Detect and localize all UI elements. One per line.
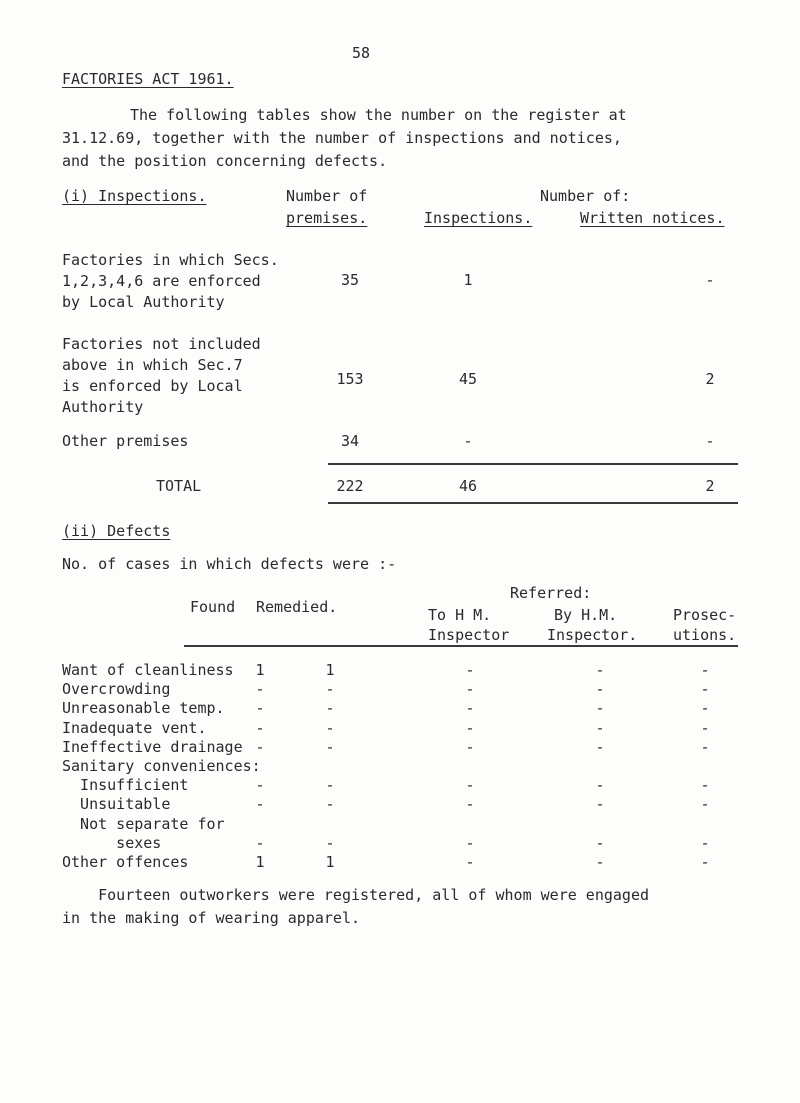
to-hm-cell: - <box>465 795 475 814</box>
prosecutions-cell: - <box>700 680 710 699</box>
found-cell: - <box>255 833 265 852</box>
table-row-label: Want of cleanliness <box>62 661 234 679</box>
by-hm-cell: - <box>595 737 605 756</box>
prosecutions-header: Prosec- <box>673 606 737 624</box>
total-notices: 2 <box>705 477 715 495</box>
premises-header-line: premises. <box>286 209 368 227</box>
found-cell: - <box>255 718 265 737</box>
page-heading: FACTORIES ACT 1961. <box>62 70 234 88</box>
table-row-label: Other premises <box>62 432 189 450</box>
remedied-cell: - <box>325 699 335 718</box>
defects-intro: No. of cases in which defects were :- <box>62 555 397 573</box>
by-hm-cell: - <box>595 718 605 737</box>
remedied-cell: - <box>325 776 335 795</box>
table-row-label: Factories in which Secs. 1,2,3,4,6 are enforced by Local Authority <box>62 251 279 311</box>
footer-line: in the making of wearing apparel. <box>62 909 361 927</box>
to-hm-cell: - <box>465 661 475 679</box>
written-notices-header: Written notices. <box>580 209 725 227</box>
found-header: Found <box>190 598 236 616</box>
to-hm-cell: - <box>465 833 475 852</box>
table-row-label: sexes <box>62 833 162 852</box>
footer-line: Fourteen outworkers were registered, all of whom were engaged <box>62 886 649 904</box>
inspections-section-label: (i) Inspections. <box>62 187 207 205</box>
remedied-cell: 1 <box>325 661 335 679</box>
remedied-cell: - <box>325 680 335 699</box>
to-hm-cell: - <box>465 737 475 756</box>
notices-cell: 2 <box>705 370 715 388</box>
prosecutions-cell: - <box>700 833 710 852</box>
by-hm-cell: - <box>595 776 605 795</box>
premises-cell: 35 <box>340 271 360 289</box>
number-of-header: Number of: <box>540 187 631 205</box>
prosecutions-cell: - <box>700 661 710 679</box>
defects-section-label: (ii) Defects <box>62 522 171 540</box>
remedied-cell: 1 <box>325 853 335 871</box>
found-cell: 1 <box>255 661 265 679</box>
prosecutions-cell: - <box>700 699 710 718</box>
remedied-header: Remedied. <box>256 598 338 616</box>
by-hm-cell: - <box>595 795 605 814</box>
found-cell: - <box>255 699 265 718</box>
table-row-label: Other offences <box>62 853 189 871</box>
to-hm-cell: - <box>465 680 475 699</box>
table-row-label: Factories not included above in which Sec.7 is enforced by Local Authority <box>62 335 261 416</box>
notices-cell: - <box>705 432 715 450</box>
found-cell: - <box>255 680 265 699</box>
referred-header: Referred: <box>510 584 592 602</box>
prosecutions-cell: - <box>700 853 710 871</box>
divider <box>328 463 738 465</box>
to-hm-cell: - <box>465 699 475 718</box>
remedied-cell: - <box>325 737 335 756</box>
prosecutions-cell: - <box>700 795 710 814</box>
premises-cell: 34 <box>340 432 360 450</box>
table-row-label: Inadequate vent. <box>62 718 207 737</box>
by-hm-cell: - <box>595 853 605 871</box>
found-cell: - <box>255 795 265 814</box>
found-cell: - <box>255 776 265 795</box>
remedied-cell: - <box>325 833 335 852</box>
total-inspections: 46 <box>458 477 478 495</box>
total-premises: 222 <box>336 477 364 495</box>
prosecutions-cell: - <box>700 737 710 756</box>
premises-header-line: Number of <box>286 187 368 205</box>
to-hm-cell: - <box>465 718 475 737</box>
divider <box>184 645 738 647</box>
inspections-cell: 45 <box>458 370 478 388</box>
inspections-cell: 1 <box>463 271 473 289</box>
by-hm-header: By H.M. <box>554 606 618 624</box>
prosecutions-header: utions. <box>673 626 737 644</box>
to-hm-header: Inspector <box>428 626 510 644</box>
inspections-cell: - <box>463 432 473 450</box>
table-row-label: Unsuitable <box>62 795 171 814</box>
by-hm-cell: - <box>595 699 605 718</box>
to-hm-header: To H M. <box>428 606 492 624</box>
table-row-label: Not separate for <box>62 814 225 833</box>
by-hm-header: Inspector. <box>547 626 638 644</box>
to-hm-cell: - <box>465 776 475 795</box>
remedied-cell: - <box>325 718 335 737</box>
table-row-label: Unreasonable temp. <box>62 699 225 718</box>
to-hm-cell: - <box>465 853 475 871</box>
total-label: TOTAL <box>156 477 202 495</box>
table-row-label: Overcrowding <box>62 680 171 699</box>
premises-cell: 153 <box>336 370 364 388</box>
remedied-cell: - <box>325 795 335 814</box>
found-cell: 1 <box>255 853 265 871</box>
intro-line: and the position concerning defects. <box>62 152 388 170</box>
inspections-header: Inspections. <box>424 209 533 227</box>
table-row-label: Ineffective drainage <box>62 737 243 756</box>
prosecutions-cell: - <box>700 776 710 795</box>
divider <box>328 502 738 504</box>
by-hm-cell: - <box>595 680 605 699</box>
found-cell: - <box>255 737 265 756</box>
intro-line: 31.12.69, together with the number of inspections and notices, <box>62 129 622 147</box>
prosecutions-cell: - <box>700 718 710 737</box>
intro-line: The following tables show the number on the register at <box>130 106 627 124</box>
by-hm-cell: - <box>595 833 605 852</box>
by-hm-cell: - <box>595 661 605 679</box>
table-row-label: Insufficient <box>62 776 189 795</box>
notices-cell: - <box>705 271 715 289</box>
table-row-label: Sanitary conveniences: <box>62 757 261 775</box>
page-number: 58 <box>352 44 371 62</box>
